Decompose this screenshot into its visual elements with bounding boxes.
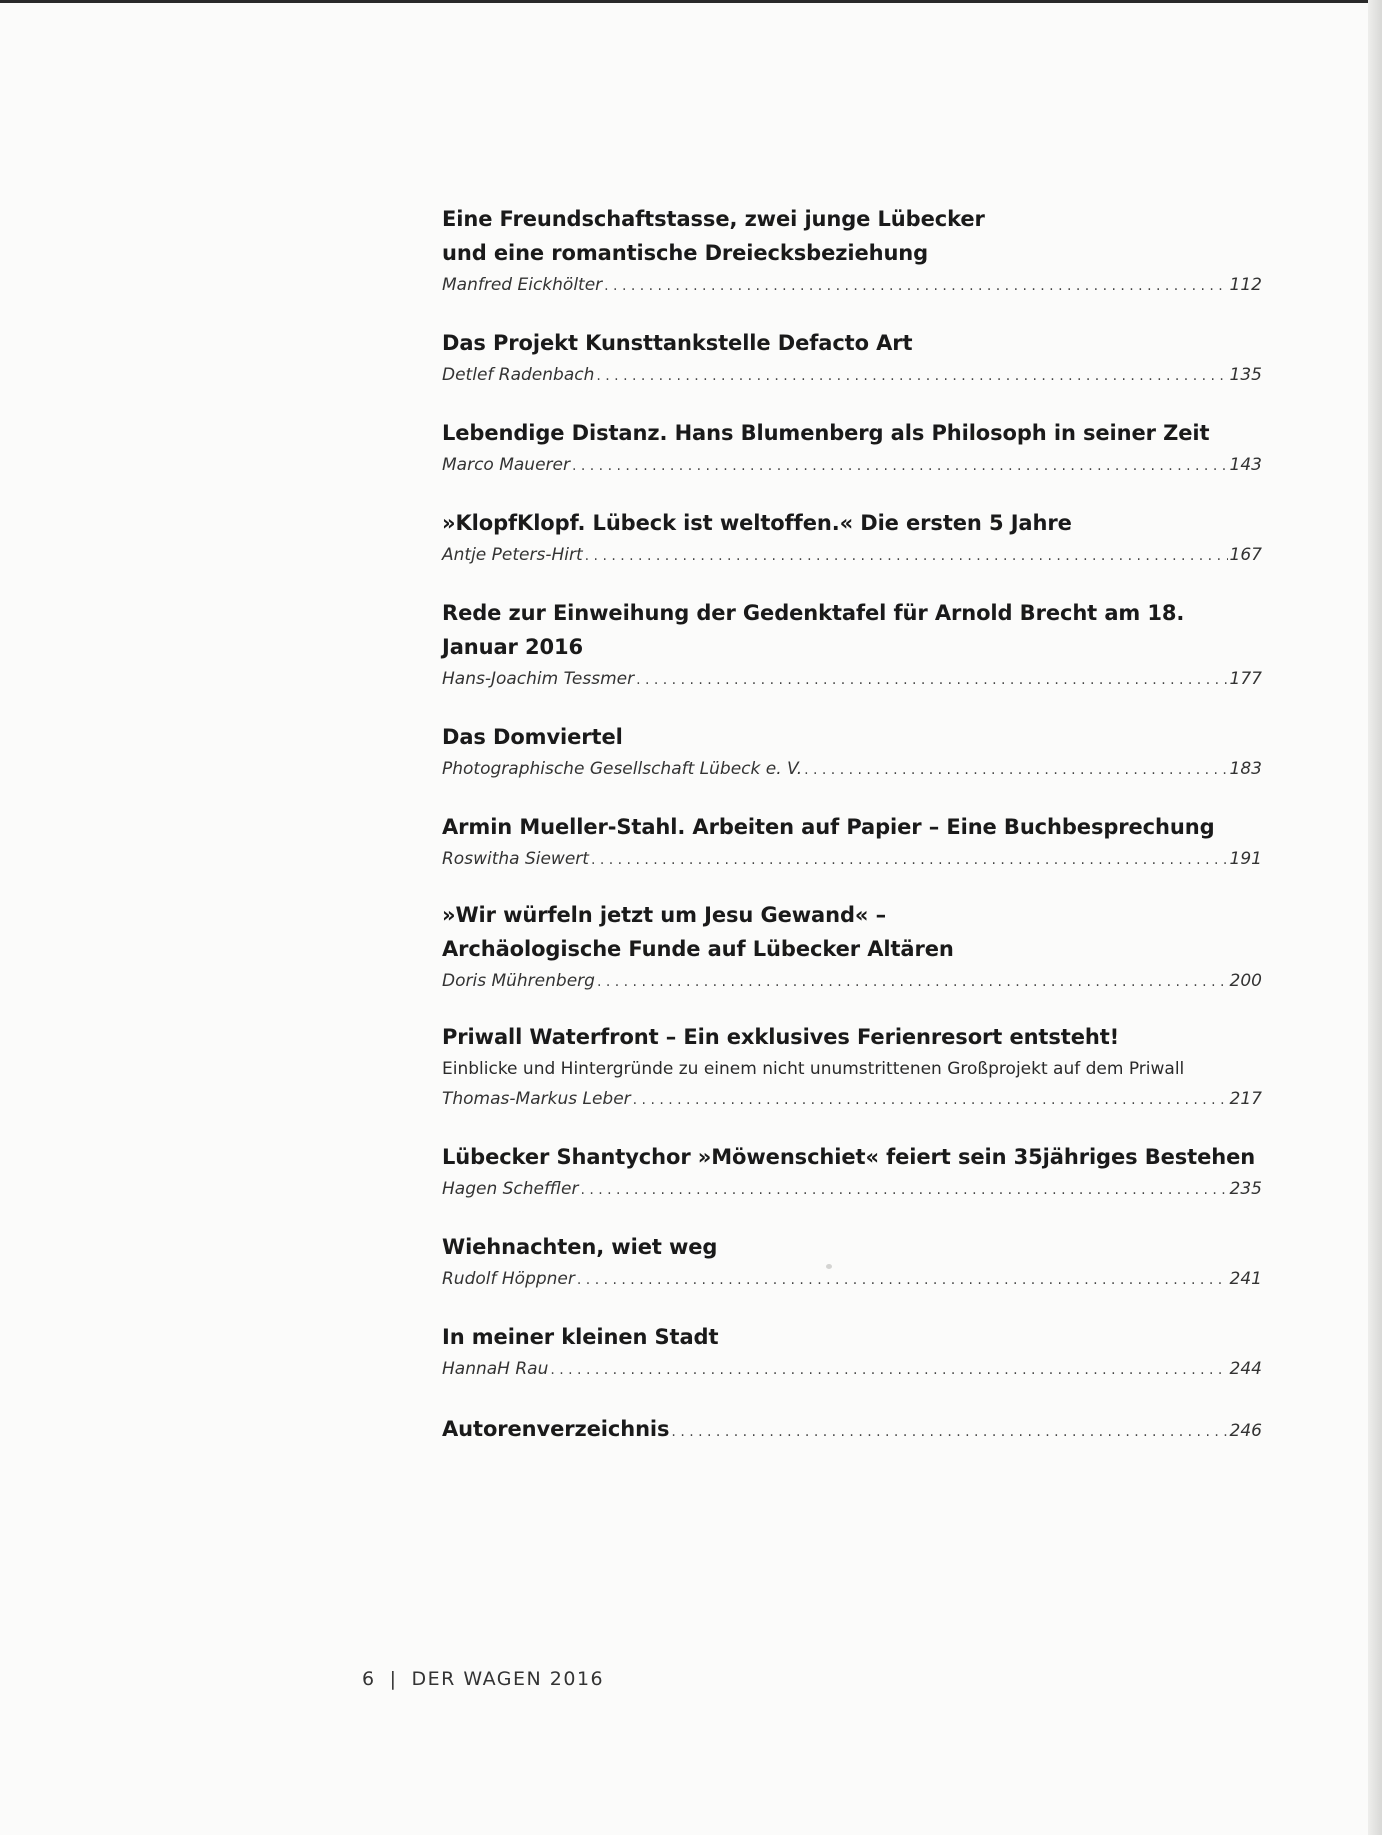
table-of-contents: [442, 202, 1262, 1446]
toc-entry: [442, 506, 1262, 570]
entry-author: Hans-Joachim Tessmer: [442, 669, 635, 689]
entry-page-number: 235: [1229, 1179, 1262, 1199]
dot-leader: [671, 1415, 1227, 1449]
dot-leader: [580, 1175, 1227, 1205]
author-line: [442, 1264, 1262, 1294]
page-footer: [362, 1668, 604, 1690]
dot-leader: [577, 1265, 1228, 1295]
dot-leader: [591, 845, 1228, 875]
toc-entry: [442, 720, 1262, 784]
author-line: [442, 1174, 1262, 1204]
entry-author: HannaH Rau: [442, 1359, 549, 1379]
footer-page-number: 6: [362, 1668, 376, 1690]
dot-leader: [633, 1085, 1228, 1115]
dot-leader: [597, 967, 1228, 997]
entry-title: Autorenverzeichnis: [442, 1417, 670, 1441]
toc-entry: [442, 1320, 1262, 1384]
entry-page-number: 177: [1229, 669, 1262, 689]
author-line: [442, 540, 1262, 570]
footer-separator: |: [389, 1668, 398, 1690]
entry-title: Archäologische Funde auf Lübecker Altären: [442, 937, 954, 961]
entry-author: Manfred Eickhölter: [442, 275, 603, 295]
author-line: [442, 966, 1262, 996]
entry-author: Thomas-Markus Leber: [442, 1089, 631, 1109]
entry-page-number: 244: [1229, 1359, 1262, 1379]
entry-author: Antje Peters-Hirt: [442, 545, 583, 565]
author-line: [442, 754, 1262, 784]
toc-entry: [442, 1140, 1262, 1204]
dot-leader: [804, 755, 1227, 785]
toc-entry: [442, 596, 1262, 694]
entry-page-number: 241: [1229, 1269, 1262, 1289]
entry-title: Lebendige Distanz. Hans Blumenberg als Philosoph in seiner Zeit: [442, 421, 1210, 445]
entry-page-number: 200: [1229, 971, 1262, 991]
entry-page-number: 217: [1229, 1089, 1262, 1109]
toc-entry: [442, 202, 1262, 300]
dot-leader: [636, 665, 1227, 695]
author-line: [442, 450, 1262, 480]
author-line: [442, 270, 1262, 300]
toc-entry: [442, 1230, 1262, 1294]
toc-entry: [442, 898, 1262, 996]
dot-leader: [550, 1355, 1227, 1385]
entry-title: Priwall Waterfront – Ein exklusives Ferienresort entsteht!: [442, 1025, 1120, 1049]
entry-title: »KlopfKlopf. Lübeck ist weltoffen.« Die ersten 5 Jahre: [442, 511, 1072, 535]
entry-title: und eine romantische Dreiecksbeziehung: [442, 241, 929, 265]
toc-entry: [442, 810, 1262, 874]
entry-page-number: 112: [1229, 275, 1262, 295]
entry-author: Rudolf Höppner: [442, 1269, 575, 1289]
dot-leader: [596, 361, 1227, 391]
entry-subtitle: Einblicke und Hintergründe zu einem nicht unumstrittenen Großprojekt auf dem Priwall: [442, 1059, 1185, 1079]
entry-title: Das Domviertel: [442, 725, 623, 749]
entry-page-number: 191: [1229, 849, 1262, 869]
entry-title: Eine Freundschaftstasse, zwei junge Lübecker: [442, 207, 985, 231]
entry-author: Roswitha Siewert: [442, 849, 589, 869]
entry-title: Wiehnachten, wiet weg: [442, 1235, 718, 1259]
scan-edge-right: [1368, 0, 1382, 1835]
entry-title: Das Projekt Kunsttankstelle Defacto Art: [442, 331, 913, 355]
entry-page-number: 167: [1229, 545, 1262, 565]
toc-entry-authors-index: [442, 1412, 1262, 1446]
entry-title: In meiner kleinen Stadt: [442, 1325, 719, 1349]
author-line: [442, 664, 1262, 694]
entry-author: Marco Mauerer: [442, 455, 570, 475]
dot-leader: [585, 541, 1228, 571]
author-line: [442, 360, 1262, 390]
entry-page-number: 183: [1229, 759, 1262, 779]
entry-page-number: 135: [1229, 365, 1262, 385]
footer-publication: DER WAGEN 2016: [411, 1668, 605, 1690]
author-line: [442, 1354, 1262, 1384]
entry-author: Hagen Scheffler: [442, 1179, 579, 1199]
entry-author: Photographische Gesellschaft Lübeck e. V.: [442, 759, 803, 779]
entry-title: Lübecker Shantychor »Möwenschiet« feiert sein 35jähriges Bestehen: [442, 1145, 1256, 1169]
dot-leader: [604, 271, 1227, 301]
dot-leader: [572, 451, 1228, 481]
toc-entry: [442, 416, 1262, 480]
author-line: [442, 844, 1262, 874]
toc-entry: [442, 326, 1262, 390]
entry-title: Rede zur Einweihung der Gedenktafel für Arnold Brecht am 18. Januar 2016: [442, 601, 1185, 659]
toc-entry: [442, 1020, 1262, 1114]
entry-title: Armin Mueller-Stahl. Arbeiten auf Papier – Eine Buchbesprechung: [442, 815, 1215, 839]
entry-title: »Wir würfeln jetzt um Jesu Gewand« –: [442, 903, 886, 927]
entry-author: Doris Mührenberg: [442, 971, 595, 991]
entry-page-number: 246: [1229, 1421, 1262, 1441]
entry-author: Detlef Radenbach: [442, 365, 595, 385]
author-line: [442, 1084, 1262, 1114]
entry-page-number: 143: [1229, 455, 1262, 475]
scan-edge-top: [0, 0, 1382, 3]
